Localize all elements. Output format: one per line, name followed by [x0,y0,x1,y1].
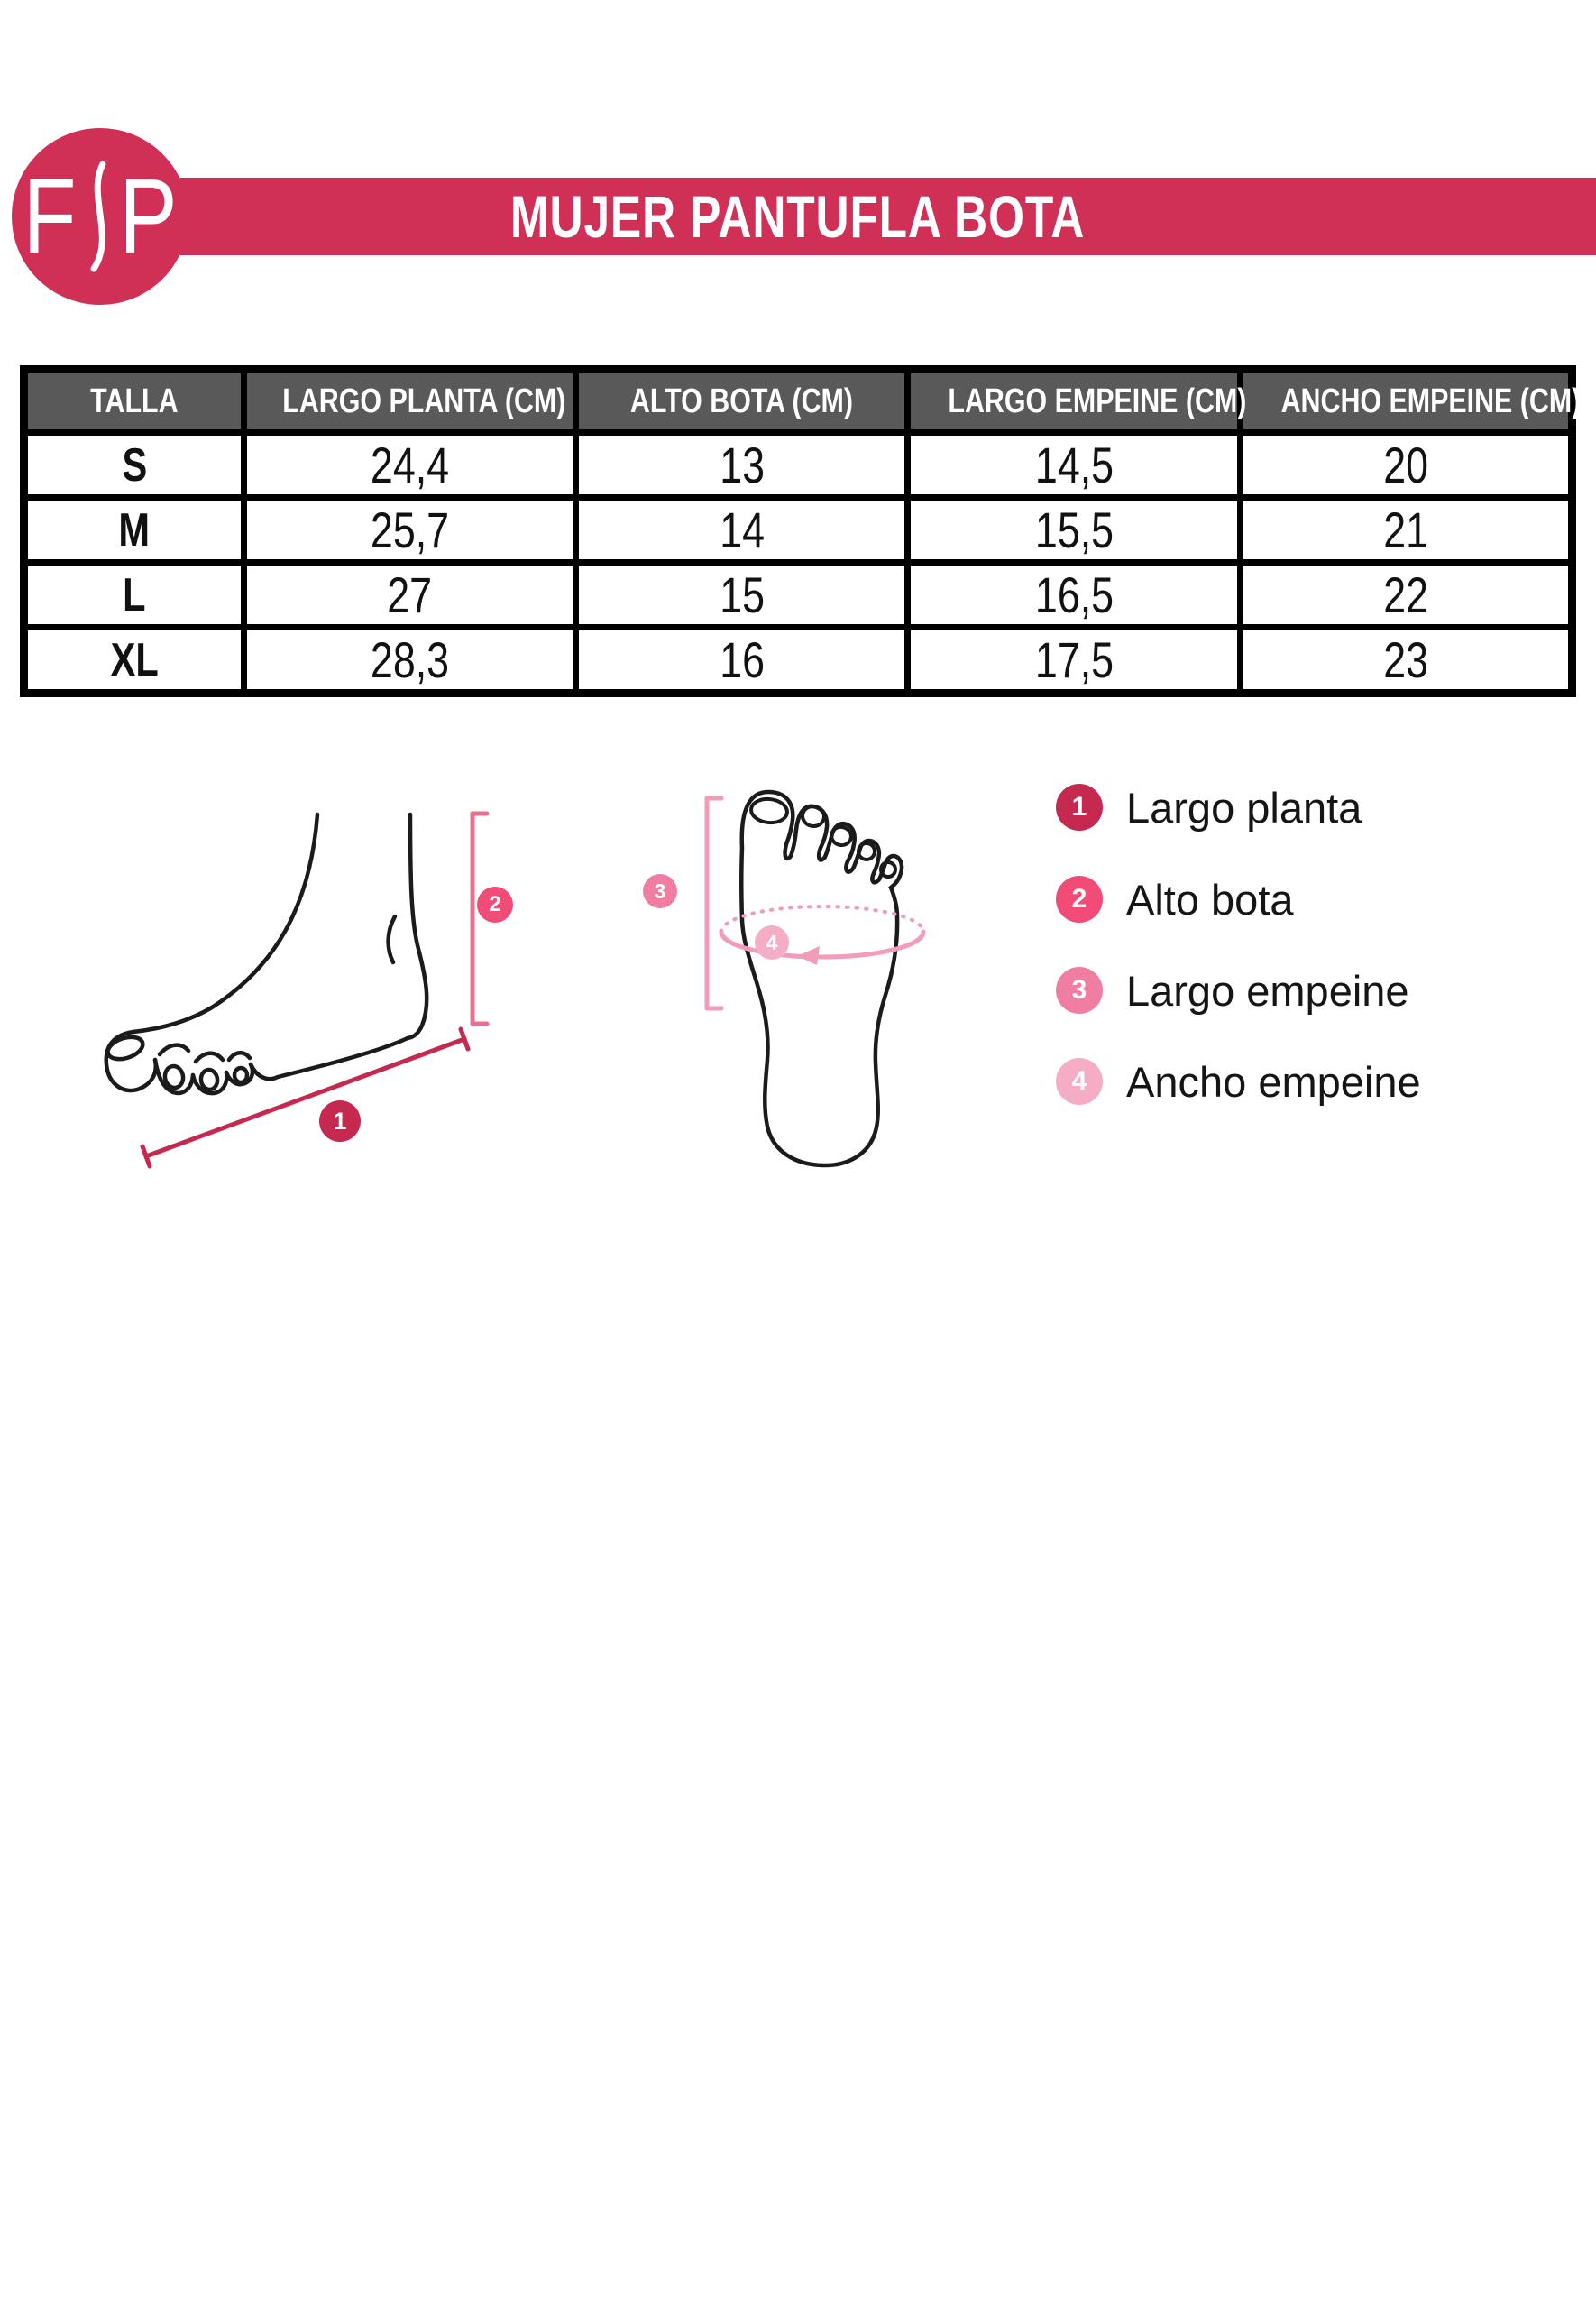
table-row-xl [24,628,1573,694]
column-header-alto-bota: ALTO BOTA (CM) [576,370,908,433]
cell-largo-planta: 28,3 [243,628,575,694]
marker-2-badge: 2 [477,887,513,923]
table-row-l [24,563,1573,628]
cell-largo-empeine: 16,5 [908,563,1240,628]
logo-letter-f: F [23,157,77,276]
cell-alto-bota: 14 [576,498,908,563]
column-header-largo-planta: LARGO PLANTA (CM) [243,370,575,433]
cell-ancho-empeine: 22 [1240,563,1572,628]
legend-3-badge: 3 [1056,967,1103,1014]
largo-empeine-measure-line [707,798,721,1008]
legend-item-alto-bota [1056,876,1294,923]
cell-largo-planta: 25,7 [243,498,575,563]
side-view-foot-svg [54,794,505,1182]
cell-talla: S [24,433,244,498]
legend-1-badge: 1 [1056,784,1103,831]
largo-planta-measure-line [142,1029,468,1166]
legend-2-badge: 2 [1056,876,1103,923]
size-table [20,365,1581,697]
column-header-talla: TALLA [24,370,244,433]
cell-alto-bota: 16 [576,628,908,694]
top-foot-outline [741,792,902,1165]
brand-logo [12,128,188,305]
cell-talla: XL [24,628,244,694]
logo-squiggle-icon [86,161,109,272]
legend-item-ancho-empeine [1056,1058,1421,1105]
legend-3-label: Largo empeine [1126,966,1409,1015]
legend-1-label: Largo planta [1126,783,1362,832]
table-row-m [24,498,1573,563]
cell-largo-planta: 27 [243,563,575,628]
cell-alto-bota: 13 [576,433,908,498]
table-header-row [24,370,1573,433]
cell-largo-empeine: 14,5 [908,433,1240,498]
side-foot-outline [105,814,427,1093]
marker-1-badge: 1 [319,1100,361,1142]
table-row-s [24,433,1573,498]
top-view-foot-svg [622,774,947,1189]
logo-letter-p: P [118,157,178,276]
cell-ancho-empeine: 20 [1240,433,1572,498]
cell-ancho-empeine: 23 [1240,628,1572,694]
legend-2-label: Alto bota [1126,875,1294,924]
cell-alto-bota: 15 [576,563,908,628]
cell-talla: M [24,498,244,563]
column-header-largo-empeine: LARGO EMPEINE (CM) [908,370,1240,433]
marker-3-badge: 3 [643,874,677,908]
legend-item-largo-planta [1056,784,1362,831]
cell-largo-planta: 24,4 [243,433,575,498]
marker-4-badge: 4 [755,925,789,960]
cell-largo-empeine: 15,5 [908,498,1240,563]
legend-4-badge: 4 [1056,1058,1103,1105]
page-title: MUJER PANTUFLA BOTA [510,183,1086,250]
column-header-ancho-empeine: ANCHO EMPEINE (CM) [1240,370,1572,433]
legend-4-label: Ancho empeine [1126,1057,1421,1106]
cell-largo-empeine: 17,5 [908,628,1240,694]
legend-item-largo-empeine [1056,967,1409,1014]
page-title-wrap [0,178,1596,255]
cell-talla: L [24,563,244,628]
cell-ancho-empeine: 21 [1240,498,1572,563]
